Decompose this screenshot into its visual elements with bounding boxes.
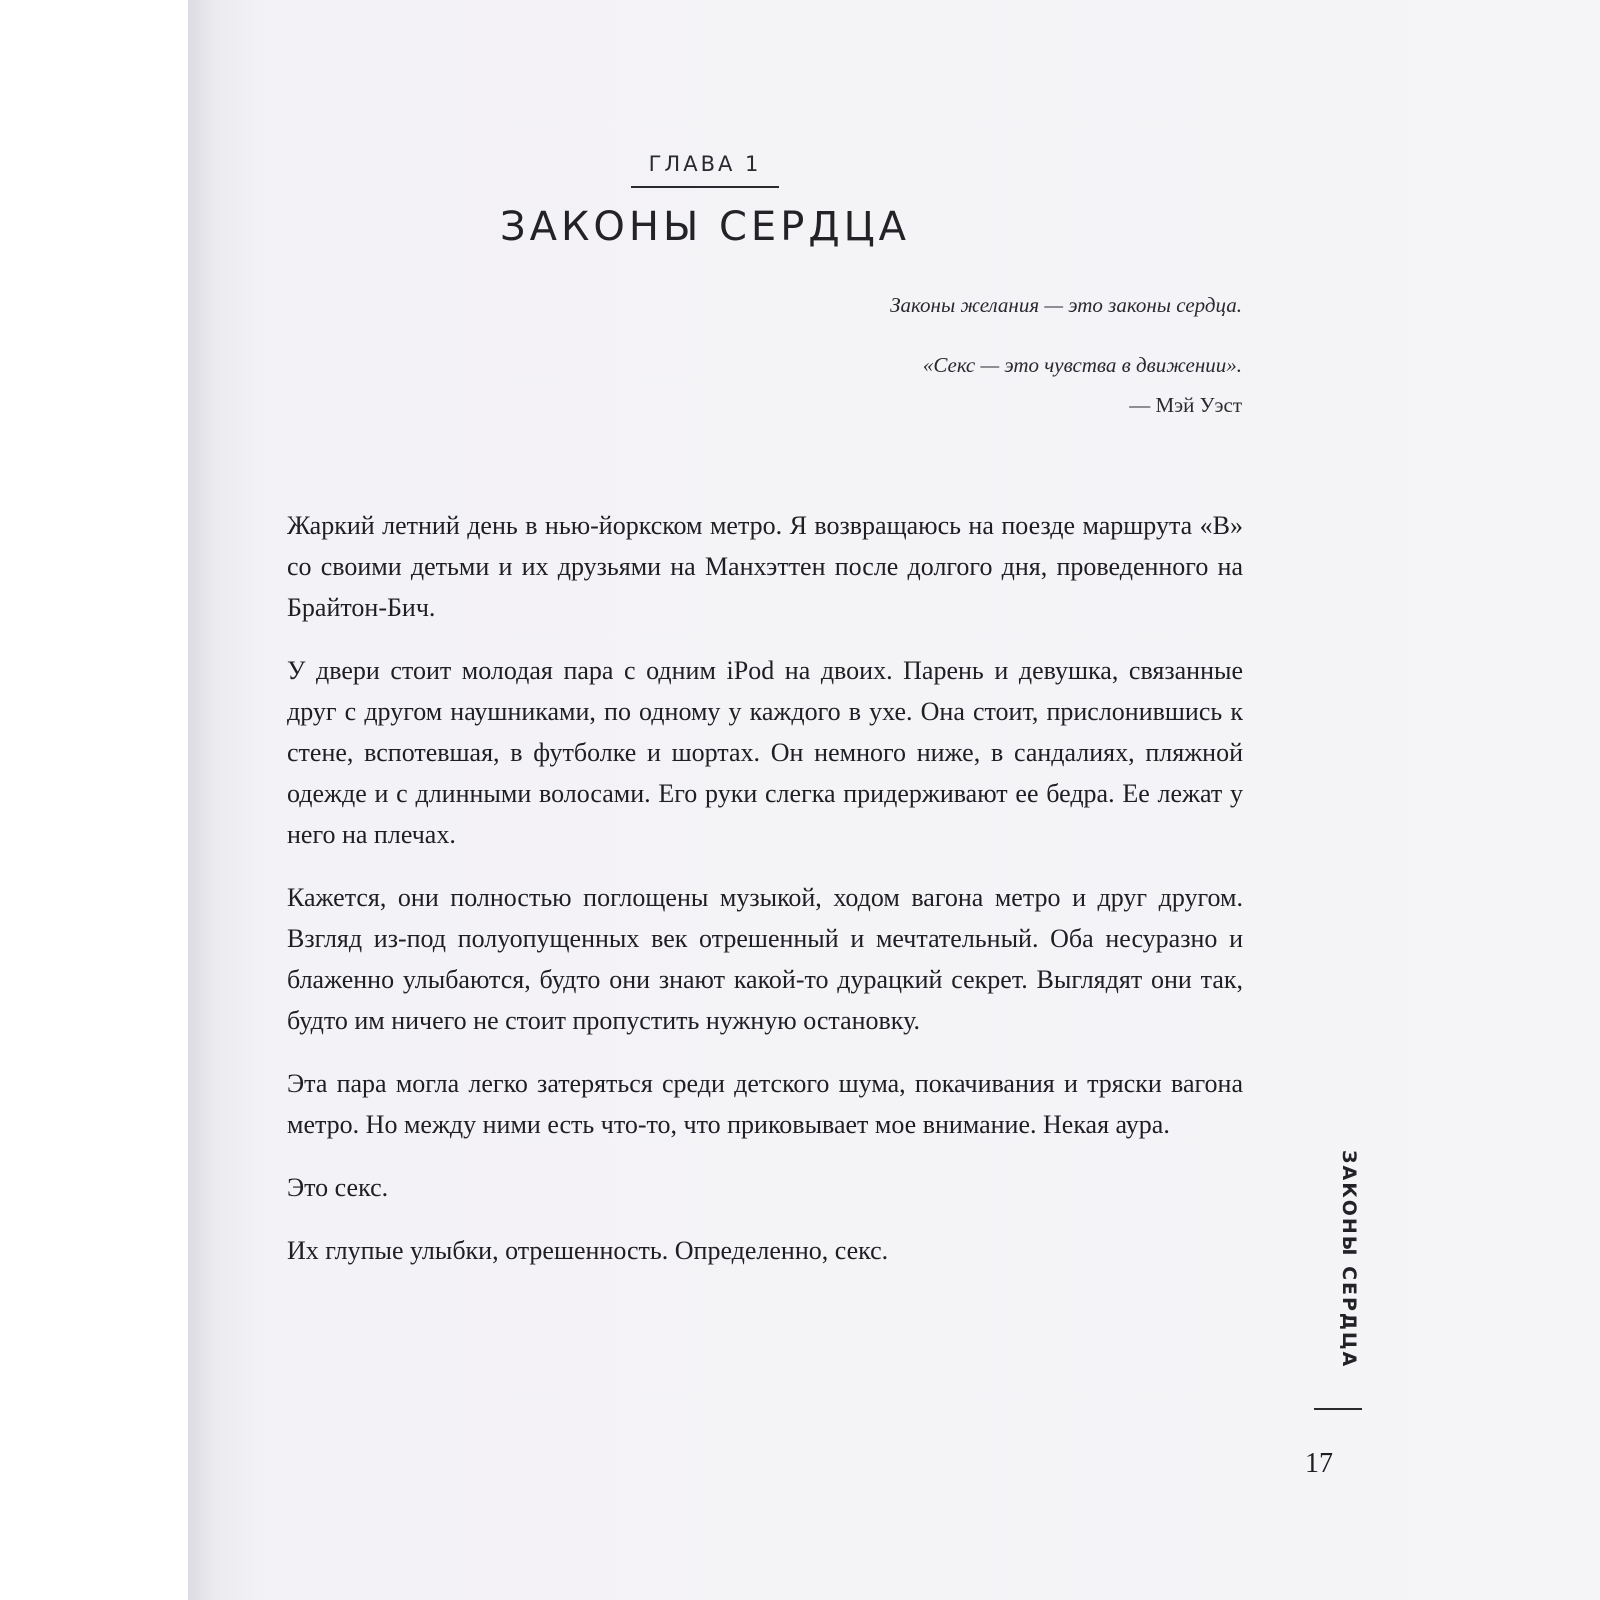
running-title: ЗАКОНЫ СЕРДЦА	[1338, 1150, 1360, 1369]
paragraph: Это секс.	[287, 1173, 389, 1202]
chapter-divider	[631, 186, 779, 188]
body-text	[287, 505, 1243, 1293]
chapter-title: ЗАКОНЫ СЕРДЦА	[500, 204, 910, 250]
chapter-heading	[390, 150, 1020, 250]
paragraph: Их глупые улыбки, отрешенность. Определенно, секс.	[287, 1236, 889, 1265]
paragraph: У двери стоит молодая пара с одним iPod на двоих. Парень и девушка, связанные друг с другом наушниками, по одному у каждого в ухе. Она стоит, прислонившись к стене, вспотевшая, в футболке и шортах. Он немного ниже, в сандалиях, пляжной одежде и с длинными волосами. Его руки слегка придерживают ее бедра. Ее лежат у него на плечах.	[287, 656, 1243, 849]
paragraph: Жаркий летний день в нью-йоркском метро. Я возвращаюсь на поезде маршрута «В» со своими детьми и их друзьями на Манхэттен после долгого дня, проведенного на Брайтон-Бич.	[287, 511, 1243, 622]
epigraph-author: — Мэй Уэст	[1129, 393, 1242, 417]
paragraph: Кажется, они полностью поглощены музыкой, ходом вагона метро и друг другом. Взгляд из-под полуопущенных век отрешенный и мечтательный. Оба несуразно и блаженно улыбаются, будто они знают какой-то дурацкий секрет. Выглядят они так, будто им ничего не стоит пропустить нужную остановку.	[287, 883, 1243, 1035]
epigraph-spacer	[522, 320, 1242, 350]
paragraph: Эта пара могла легко затеряться среди детского шума, покачивания и тряски вагона метро. Но между ними есть что-то, что приковывает мое внимание. Некая аура.	[287, 1069, 1243, 1139]
chapter-label: ГЛАВА 1	[648, 152, 762, 176]
epigraph-line-2: «Секс — это чувства в движении».	[922, 353, 1242, 377]
page-margin-left	[0, 0, 188, 1600]
epigraph-line-1: Законы желания — это законы сердца.	[890, 293, 1242, 317]
page-number: 17	[1305, 1448, 1333, 1479]
epigraph	[522, 290, 1242, 420]
running-title-divider	[1314, 1408, 1362, 1410]
